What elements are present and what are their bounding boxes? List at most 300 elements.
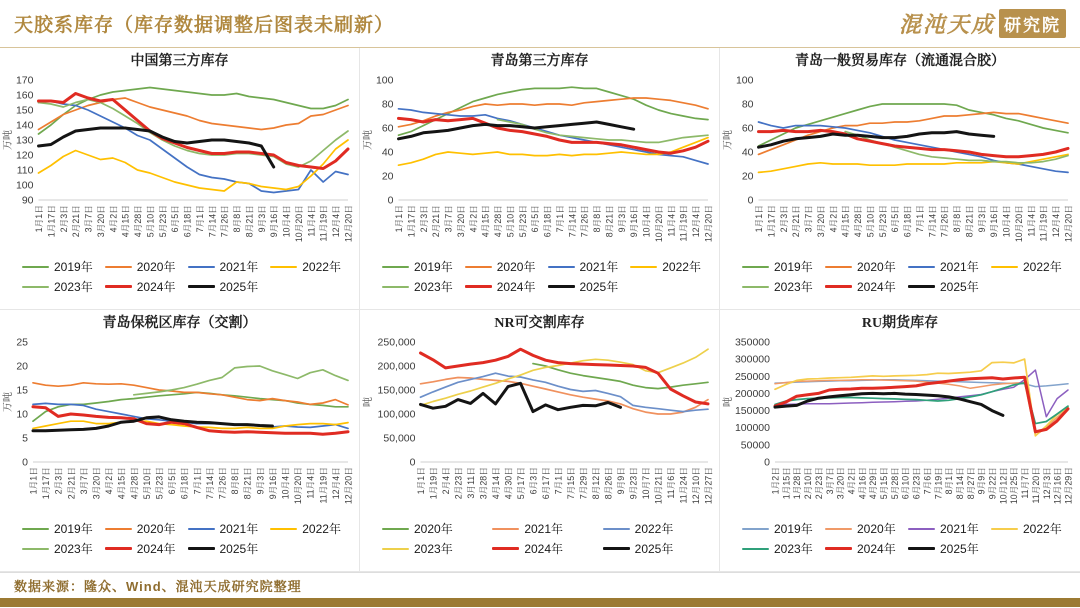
x-tick-label: 4月28日: [132, 205, 143, 238]
y-tick-label: 0: [409, 456, 415, 469]
x-tick-label: 10月4日: [281, 205, 292, 238]
series-line-2020年: [775, 380, 1068, 436]
legend-item: [382, 540, 488, 557]
legend-item: [382, 278, 461, 295]
y-tick-label: 170: [15, 74, 33, 87]
x-tick-label: 5月23日: [154, 467, 164, 500]
chart-plot: [2, 72, 358, 260]
x-tick-label: 9月22日: [987, 467, 998, 500]
x-tick-label: 7月1日: [554, 205, 565, 233]
x-tick-label: 8月26日: [603, 467, 613, 500]
chart-title: 青岛保税区库存（交割）: [102, 316, 257, 331]
y-tick-label: 10: [15, 408, 28, 421]
chart-qingdao-general-trade: [720, 48, 1080, 310]
legend-line-swatch: [382, 528, 409, 530]
x-tick-label: 5月10日: [865, 205, 876, 238]
chart-plot: [362, 72, 718, 260]
y-tick-label: 100000: [734, 422, 770, 435]
legend-line-swatch: [742, 528, 769, 530]
y-tick-label: 160: [15, 89, 33, 102]
legend-label: 2025年: [219, 542, 259, 556]
legend-line-swatch: [22, 286, 49, 288]
y-tick-label: 140: [15, 119, 33, 132]
legend-item: [825, 278, 904, 295]
x-tick-label: 12月3日: [1041, 467, 1052, 500]
x-tick-label: 4月2日: [107, 205, 118, 233]
x-tick-label: 3月20日: [455, 205, 466, 238]
x-tick-label: 7月14日: [566, 205, 577, 238]
legend-label: 2023年: [54, 542, 93, 556]
legend-item: [742, 520, 821, 537]
x-tick-label: 2月23日: [453, 467, 463, 500]
x-tick-label: 8月21日: [242, 467, 253, 500]
x-tick-label: 7月1日: [194, 205, 205, 233]
legend-label: 2019年: [774, 522, 813, 536]
x-tick-label: 3月7日: [443, 205, 454, 233]
y-tick-label: 0: [747, 194, 754, 207]
x-tick-label: 3月7日: [78, 467, 89, 495]
x-tick-label: 4月28日: [492, 205, 503, 238]
data-source-text: 数据来源：隆众、Wind、混沌天成研究院整理: [14, 579, 302, 594]
x-tick-label: 5月28日: [889, 467, 900, 500]
x-tick-label: 10月20日: [653, 205, 664, 243]
x-tick-label: 6月18日: [542, 205, 553, 238]
x-tick-label: 1月17日: [40, 467, 51, 500]
series-line-2020年: [38, 98, 348, 130]
legend-line-swatch: [22, 528, 49, 530]
x-tick-label: 6月18日: [902, 205, 913, 238]
x-tick-label: 9月23日: [628, 467, 638, 500]
x-tick-label: 9月16日: [989, 205, 1000, 238]
x-tick-label: 12月20日: [703, 205, 713, 243]
chart-title: RU期货库存: [861, 316, 939, 331]
x-tick-label: 5月23日: [157, 205, 168, 238]
x-tick-label: 9月3日: [254, 467, 265, 495]
x-tick-label: 8月8日: [952, 205, 963, 233]
x-tick-label: 11月19日: [1038, 205, 1049, 242]
legend-line-swatch: [908, 266, 935, 268]
y-tick-label: 100: [375, 74, 393, 87]
x-tick-label: 11月19日: [318, 205, 329, 242]
y-tick-label: 0: [764, 456, 770, 469]
x-tick-label: 2月23日: [813, 467, 824, 500]
legend-label: 2021年: [940, 522, 979, 536]
x-tick-label: 8月8日: [591, 205, 602, 233]
y-tick-label: 150: [15, 104, 33, 117]
legend-item: [105, 258, 184, 275]
y-tick-label: 350000: [734, 336, 770, 349]
y-tick-label: 100: [15, 179, 33, 192]
chart-legend: [720, 258, 1080, 295]
x-tick-label: 9月16日: [628, 205, 639, 238]
legend-label: 2022年: [1023, 260, 1062, 274]
x-tick-label: 11月4日: [305, 205, 316, 237]
y-tick-label: 20: [15, 360, 28, 373]
x-tick-label: 11月4日: [665, 205, 676, 237]
y-tick-label: 150,000: [377, 384, 415, 397]
x-tick-label: 12月29日: [1063, 467, 1074, 505]
x-tick-label: 9月3日: [256, 205, 267, 233]
x-tick-label: 1月1日: [393, 205, 404, 233]
legend-line-swatch: [825, 266, 852, 268]
legend-label: 2023年: [774, 542, 813, 556]
legend-item: [908, 520, 987, 537]
x-tick-label: 1月19日: [428, 467, 438, 500]
legend-label: 2022年: [1023, 522, 1062, 536]
y-tick-label: 50000: [740, 439, 770, 452]
legend-line-swatch: [630, 266, 657, 268]
legend-line-swatch: [908, 285, 935, 289]
legend-label: 2021年: [219, 260, 259, 274]
chart-legend: [0, 520, 359, 557]
legend-item: [991, 258, 1070, 275]
x-tick-label: 2月21日: [430, 205, 441, 238]
x-tick-label: 9月16日: [268, 205, 279, 238]
legend-item: [22, 278, 101, 295]
legend-label: 2022年: [302, 260, 341, 274]
legend-label: 2019年: [54, 260, 93, 274]
legend-label: 2020年: [136, 260, 176, 274]
x-tick-label: 3月7日: [824, 467, 835, 495]
y-tick-label: 130: [15, 134, 33, 147]
x-tick-label: 10月20日: [292, 467, 303, 505]
legend-label: 2020年: [414, 522, 453, 536]
legend-item: [188, 520, 267, 537]
x-tick-label: 7月15日: [565, 467, 576, 500]
x-tick-label: 10月4日: [280, 467, 290, 500]
legend-item: [22, 520, 101, 537]
series-line-2024年: [775, 377, 1068, 432]
chart-qingdao-third-party: [360, 48, 720, 310]
y-axis-unit: 吨: [723, 397, 734, 407]
x-tick-label: 1月2日: [770, 467, 781, 495]
series-line-2021年: [38, 101, 348, 193]
y-tick-label: 20: [381, 170, 393, 183]
x-tick-label: 5月23日: [517, 205, 528, 238]
series-line-2020年: [398, 98, 708, 127]
x-tick-label: 6月10日: [900, 467, 911, 500]
x-tick-label: 7月26日: [939, 205, 950, 238]
x-tick-label: 9月3日: [976, 205, 987, 233]
legend-item: [22, 258, 101, 275]
x-tick-label: 4月29日: [868, 467, 879, 500]
x-tick-label: 8月27日: [965, 467, 976, 500]
x-tick-label: 8月14日: [954, 467, 965, 500]
legend-item: [742, 540, 821, 557]
legend-label: 2021年: [219, 522, 259, 536]
legend-line-swatch: [742, 286, 769, 288]
x-tick-label: 3月11日: [465, 467, 476, 499]
legend-line-swatch: [270, 266, 297, 268]
logo-text: 混沌天成: [898, 12, 995, 37]
chart-title: 中国第三方库存: [130, 54, 229, 69]
chart-title: NR可交割库存: [494, 316, 585, 331]
x-tick-label: 2月21日: [791, 205, 802, 238]
x-tick-label: 10月21日: [653, 467, 663, 505]
chart-plot: [722, 72, 1078, 260]
chart-title: 青岛一般贸易库存（流通混合胶）: [795, 54, 1005, 69]
x-tick-label: 7月26日: [219, 205, 230, 238]
x-tick-label: 10月4日: [1001, 205, 1012, 238]
legend-label: 2022年: [634, 522, 674, 536]
legend-item: [270, 520, 349, 537]
x-tick-label: 6月5日: [169, 205, 180, 233]
legend-label: 2019年: [774, 260, 813, 274]
x-tick-label: 7月1日: [553, 467, 563, 495]
y-tick-label: 0: [387, 194, 393, 207]
legend-line-swatch: [22, 266, 49, 268]
legend-item: [548, 258, 627, 275]
x-tick-label: 10月20日: [293, 205, 304, 243]
x-tick-label: 5月10日: [504, 205, 515, 238]
x-tick-label: 11月6日: [665, 467, 676, 499]
series-line-2023年: [133, 366, 347, 395]
chart-plot: [2, 334, 358, 522]
legend-item: [630, 258, 709, 275]
legend-item: [188, 278, 267, 295]
y-tick-label: 5: [21, 432, 28, 445]
company-logo: [899, 8, 1066, 39]
x-tick-label: 8月12日: [590, 467, 601, 500]
legend-line-swatch: [188, 547, 215, 551]
x-tick-label: 4月15日: [120, 205, 131, 238]
legend-item: [603, 520, 709, 537]
legend-label: 2020年: [496, 260, 536, 274]
x-tick-label: 2月21日: [70, 205, 81, 238]
legend-line-swatch: [492, 528, 519, 530]
x-tick-label: 2月3日: [418, 205, 429, 233]
legend-item: [908, 278, 987, 295]
legend-line-swatch: [105, 266, 132, 268]
x-tick-label: 6月18日: [179, 467, 190, 500]
legend-item: [188, 258, 267, 275]
chart-grid: [0, 48, 1080, 572]
x-tick-label: 8月21日: [603, 205, 614, 238]
legend-label: 2025年: [940, 280, 979, 294]
legend-label: 2023年: [774, 280, 813, 294]
legend-line-swatch: [825, 547, 852, 551]
legend-label: 2024年: [857, 542, 896, 556]
x-tick-label: 1月17日: [45, 205, 56, 238]
x-tick-label: 12月4日: [1051, 205, 1062, 238]
legend-label: 2023年: [54, 280, 93, 294]
x-tick-label: 4月2日: [828, 205, 839, 233]
y-tick-label: 200000: [734, 387, 770, 400]
x-tick-label: 12月27日: [703, 467, 713, 505]
x-tick-label: 9月9日: [976, 467, 987, 495]
series-line-2025年: [38, 128, 273, 167]
y-axis-unit: 万吨: [2, 392, 14, 412]
legend-line-swatch: [908, 547, 935, 551]
page-header: [0, 0, 1080, 48]
y-axis-unit: 万吨: [723, 130, 734, 150]
x-tick-label: 7月26日: [217, 467, 227, 500]
legend-line-swatch: [603, 547, 630, 551]
legend-label: 2025年: [219, 280, 259, 294]
legend-line-swatch: [465, 266, 492, 268]
x-tick-label: 10月12日: [998, 467, 1009, 505]
x-tick-label: 4月14日: [490, 467, 501, 500]
chart-qingdao-bonded-zone: [0, 310, 360, 572]
y-tick-label: 250,000: [377, 336, 415, 349]
x-tick-label: 5月10日: [141, 467, 152, 500]
legend-line-swatch: [188, 266, 215, 268]
legend-label: 2025年: [579, 280, 619, 294]
x-tick-label: 7月14日: [206, 205, 217, 238]
y-tick-label: 40: [381, 146, 393, 159]
x-tick-label: 2月10日: [803, 467, 814, 500]
series-line-2024年: [420, 349, 708, 404]
legend-item: [22, 540, 101, 557]
legend-line-swatch: [105, 285, 132, 289]
y-tick-label: 20: [741, 170, 754, 183]
x-tick-label: 7月14日: [927, 205, 938, 238]
chart-china-third-party: [0, 48, 360, 310]
legend-line-swatch: [382, 548, 409, 550]
x-tick-label: 11月7日: [1020, 467, 1031, 499]
legend-label: 2024年: [136, 542, 176, 556]
chart-legend: [720, 520, 1080, 557]
x-tick-label: 12月4日: [690, 205, 701, 238]
x-tick-label: 1月17日: [405, 205, 416, 238]
legend-item: [270, 258, 349, 275]
x-tick-label: 3月20日: [835, 467, 846, 500]
x-tick-label: 2月4日: [440, 467, 451, 495]
y-tick-label: 100,000: [377, 408, 415, 421]
series-line-2020年: [533, 364, 708, 389]
x-tick-label: 7月1日: [191, 467, 202, 495]
legend-item: [603, 540, 709, 557]
chart-title: 青岛第三方库存: [490, 54, 589, 69]
x-tick-label: 12月10日: [690, 467, 701, 505]
x-tick-label: 5月10日: [144, 205, 155, 238]
legend-item: [382, 520, 488, 537]
x-tick-label: 6月5日: [529, 205, 540, 233]
x-tick-label: 6月3日: [528, 467, 538, 495]
legend-line-swatch: [825, 528, 852, 530]
x-tick-label: 11月19日: [678, 205, 689, 242]
legend-label: 2024年: [524, 542, 564, 556]
y-tick-label: 80: [741, 98, 754, 111]
y-tick-label: 80: [381, 98, 393, 111]
legend-line-swatch: [548, 266, 575, 268]
x-tick-label: 3月7日: [83, 205, 94, 233]
legend-item: [105, 540, 184, 557]
x-tick-label: 3月28日: [478, 467, 488, 500]
y-tick-label: 50,000: [382, 432, 415, 445]
x-tick-label: 8月8日: [231, 205, 242, 233]
x-tick-label: 11月24日: [678, 467, 688, 504]
y-tick-label: 40: [741, 146, 754, 159]
legend-label: 2021年: [579, 260, 619, 274]
x-tick-label: 8月1日: [944, 467, 955, 495]
logo-badge: 研究院: [999, 9, 1066, 38]
x-tick-label: 4月15日: [840, 205, 851, 238]
legend-line-swatch: [382, 266, 409, 268]
x-tick-label: 3月20日: [815, 205, 826, 238]
x-tick-label: 2月3日: [53, 467, 64, 495]
y-tick-label: 200,000: [377, 360, 415, 373]
legend-item: [991, 520, 1070, 537]
y-tick-label: 110: [16, 164, 33, 177]
legend-line-swatch: [22, 548, 49, 550]
y-tick-label: 60: [741, 122, 754, 135]
legend-item: [105, 520, 184, 537]
legend-line-swatch: [270, 528, 297, 530]
legend-label: 2024年: [136, 280, 176, 294]
y-tick-label: 300000: [734, 353, 770, 366]
x-tick-label: 5月15日: [879, 467, 890, 500]
x-tick-label: 1月17日: [766, 205, 777, 238]
x-tick-label: 3月20日: [95, 205, 106, 238]
x-tick-label: 1月1日: [28, 467, 38, 495]
x-tick-label: 10月7日: [640, 467, 651, 500]
legend-line-swatch: [825, 285, 852, 289]
legend-item: [825, 540, 904, 557]
legend-line-swatch: [742, 266, 769, 268]
legend-item: [492, 540, 598, 557]
x-tick-label: 1月1日: [415, 467, 426, 495]
legend-item: [465, 258, 544, 275]
x-tick-label: 7月19日: [933, 467, 944, 500]
x-tick-label: 1月15日: [781, 467, 792, 500]
legend-line-swatch: [105, 547, 132, 551]
x-tick-label: 10月25日: [1009, 467, 1020, 505]
legend-line-swatch: [603, 528, 630, 530]
legend-item: [105, 278, 184, 295]
y-axis-unit: 吨: [362, 397, 374, 407]
page-footer: [0, 572, 1080, 598]
legend-line-swatch: [382, 286, 409, 288]
series-line-2019年: [33, 392, 348, 421]
x-tick-label: 1月28日: [792, 467, 803, 500]
legend-line-swatch: [548, 285, 575, 289]
x-tick-label: 3月7日: [803, 205, 814, 233]
x-tick-label: 7月29日: [578, 467, 588, 500]
legend-label: 2020年: [857, 260, 896, 274]
legend-label: 2020年: [136, 522, 176, 536]
x-tick-label: 5月17日: [515, 467, 526, 500]
x-tick-label: 6月17日: [540, 467, 551, 500]
series-line-2019年: [398, 87, 708, 135]
legend-label: 2023年: [414, 280, 453, 294]
x-tick-label: 1月1日: [33, 205, 44, 233]
x-tick-label: 10月20日: [1013, 205, 1024, 243]
x-tick-label: 6月18日: [182, 205, 193, 238]
x-tick-label: 12月4日: [330, 467, 341, 500]
legend-label: 2019年: [54, 522, 93, 536]
legend-label: 2025年: [634, 542, 674, 556]
x-tick-label: 8月21日: [964, 205, 975, 238]
chart-legend: [0, 258, 359, 295]
y-tick-label: 60: [381, 122, 393, 135]
x-tick-label: 4月30日: [503, 467, 513, 500]
legend-line-swatch: [991, 528, 1018, 530]
legend-item: [742, 278, 821, 295]
x-tick-label: 2月21日: [65, 467, 76, 500]
x-tick-label: 11月4日: [305, 467, 316, 499]
legend-line-swatch: [991, 266, 1018, 268]
y-tick-label: 15: [15, 384, 28, 397]
x-tick-label: 7月26日: [579, 205, 590, 238]
x-tick-label: 6月23日: [911, 467, 922, 500]
legend-item: [908, 540, 987, 557]
x-tick-label: 4月2日: [103, 467, 114, 495]
y-tick-label: 150000: [734, 405, 770, 418]
legend-item: [908, 258, 987, 275]
x-tick-label: 2月3日: [58, 205, 69, 233]
chart-plot: [362, 334, 718, 522]
